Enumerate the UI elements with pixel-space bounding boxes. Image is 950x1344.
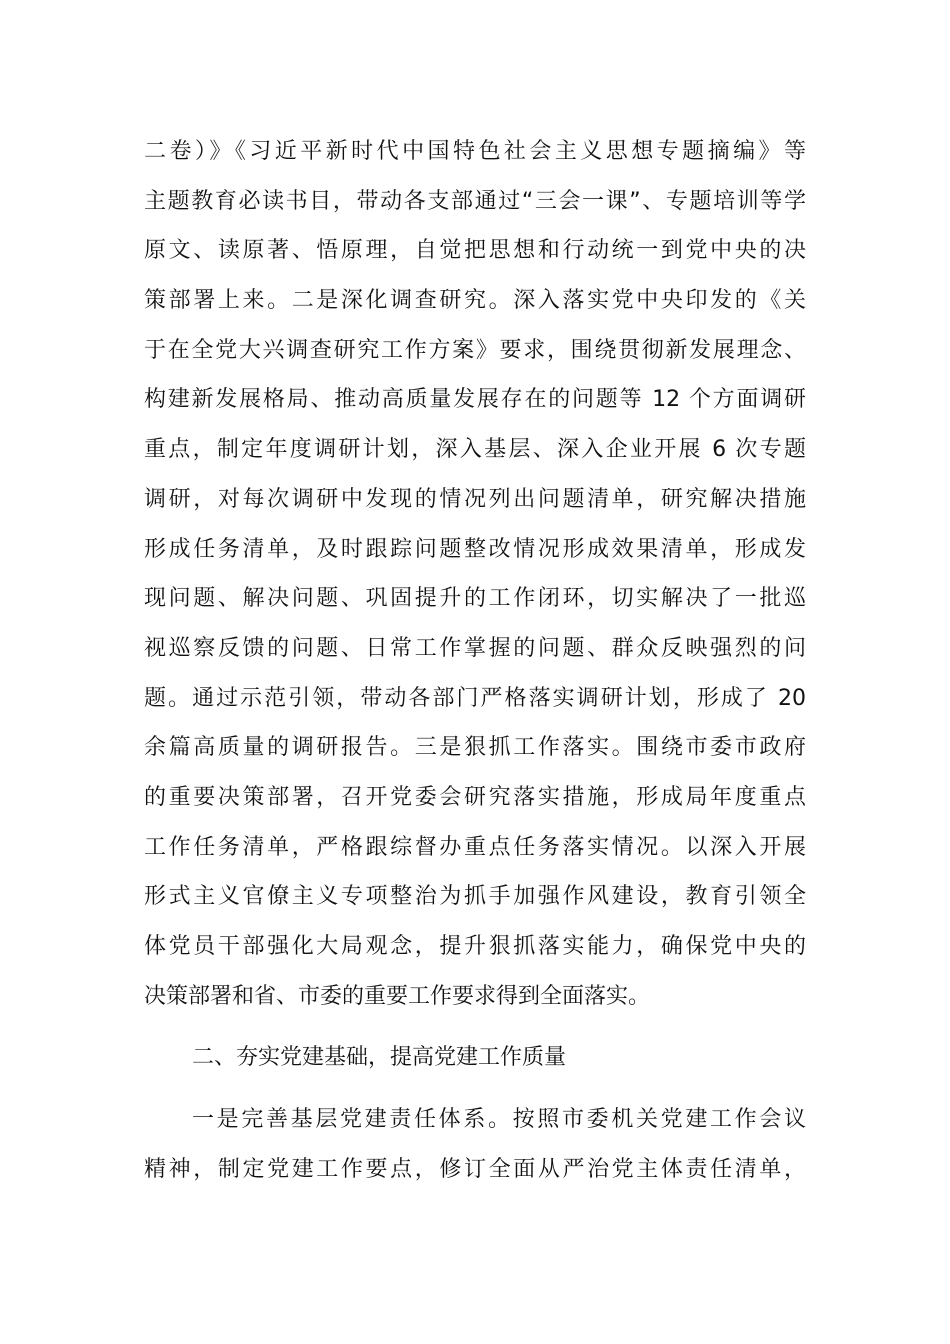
paragraph-line: 构建新发展格局、推动高质量发展存在的问题等 12 个方面调研 [144, 387, 806, 413]
paragraph-line: 于在全党大兴调查研究工作方案》要求，围绕贯彻新发展理念、 [144, 337, 806, 363]
paragraph-line: 体党员干部强化大局观念，提升狠抓落实能力，确保党中央的 [144, 934, 806, 959]
paragraph-line: 二卷）》《习近平新时代中国特色社会主义思想专题摘编》等 [144, 139, 806, 164]
document-body [144, 127, 806, 1194]
paragraph-line: 主题教育必读书目，带动各支部通过“三会一课”、专题培训等学 [144, 188, 806, 214]
paragraph-line: 精神，制定党建工作要点，修订全面从严治党主体责任清单， [144, 1156, 806, 1182]
paragraph-spacer [144, 1083, 806, 1095]
paragraph-line: 形式主义官僚主义专项整治为抓手加强作风建设，教育引领全 [144, 884, 806, 910]
paragraph-line: 现问题、解决问题、巩固提升的工作闭环，切实解决了一批巡 [144, 586, 806, 612]
paragraph-spacer [144, 1021, 806, 1033]
paragraph-line: 决策部署和省、市委的重要工作要求得到全面落实。 [144, 983, 651, 1009]
paragraph-line: 一是完善基层党建责任体系。按照市委机关党建工作会议 [192, 1107, 806, 1133]
paragraph-line: 余篇高质量的调研报告。三是狠抓工作落实。围绕市委市政府 [144, 735, 806, 761]
paragraph-line: 视巡察反馈的问题、日常工作掌握的问题、群众反映强烈的问 [144, 635, 806, 661]
paragraph-continued [144, 127, 806, 1021]
paragraph-line: 工作任务清单，严格跟综督办重点任务落实情况。以深入开展 [144, 834, 806, 860]
paragraph-line: 题。通过示范引领，带动各部门严格落实调研计划，形成了 20 [144, 685, 806, 711]
section-heading: 二、夯实党建基础，提高党建工作质量 [192, 1045, 567, 1071]
paragraph-line: 形成任务清单，及时跟踪问题整改情况形成效果清单，形成发 [144, 536, 806, 562]
paragraph-line: 调研，对每次调研中发现的情况列出问题清单，研究解决措施 [144, 486, 806, 512]
paragraph-line: 的重要决策部署，召开党委会研究落实措施，形成局年度重点 [144, 784, 806, 810]
paragraph-line: 重点，制定年度调研计划，深入基层、深入企业开展 6 次专题 [144, 437, 806, 463]
paragraph-line: 策部署上来。二是深化调查研究。深入落实党中央印发的《关 [144, 288, 806, 314]
paragraph-line: 原文、读原著、悟原理，自觉把思想和行动统一到党中央的决 [144, 238, 806, 264]
paragraph [144, 1095, 806, 1194]
